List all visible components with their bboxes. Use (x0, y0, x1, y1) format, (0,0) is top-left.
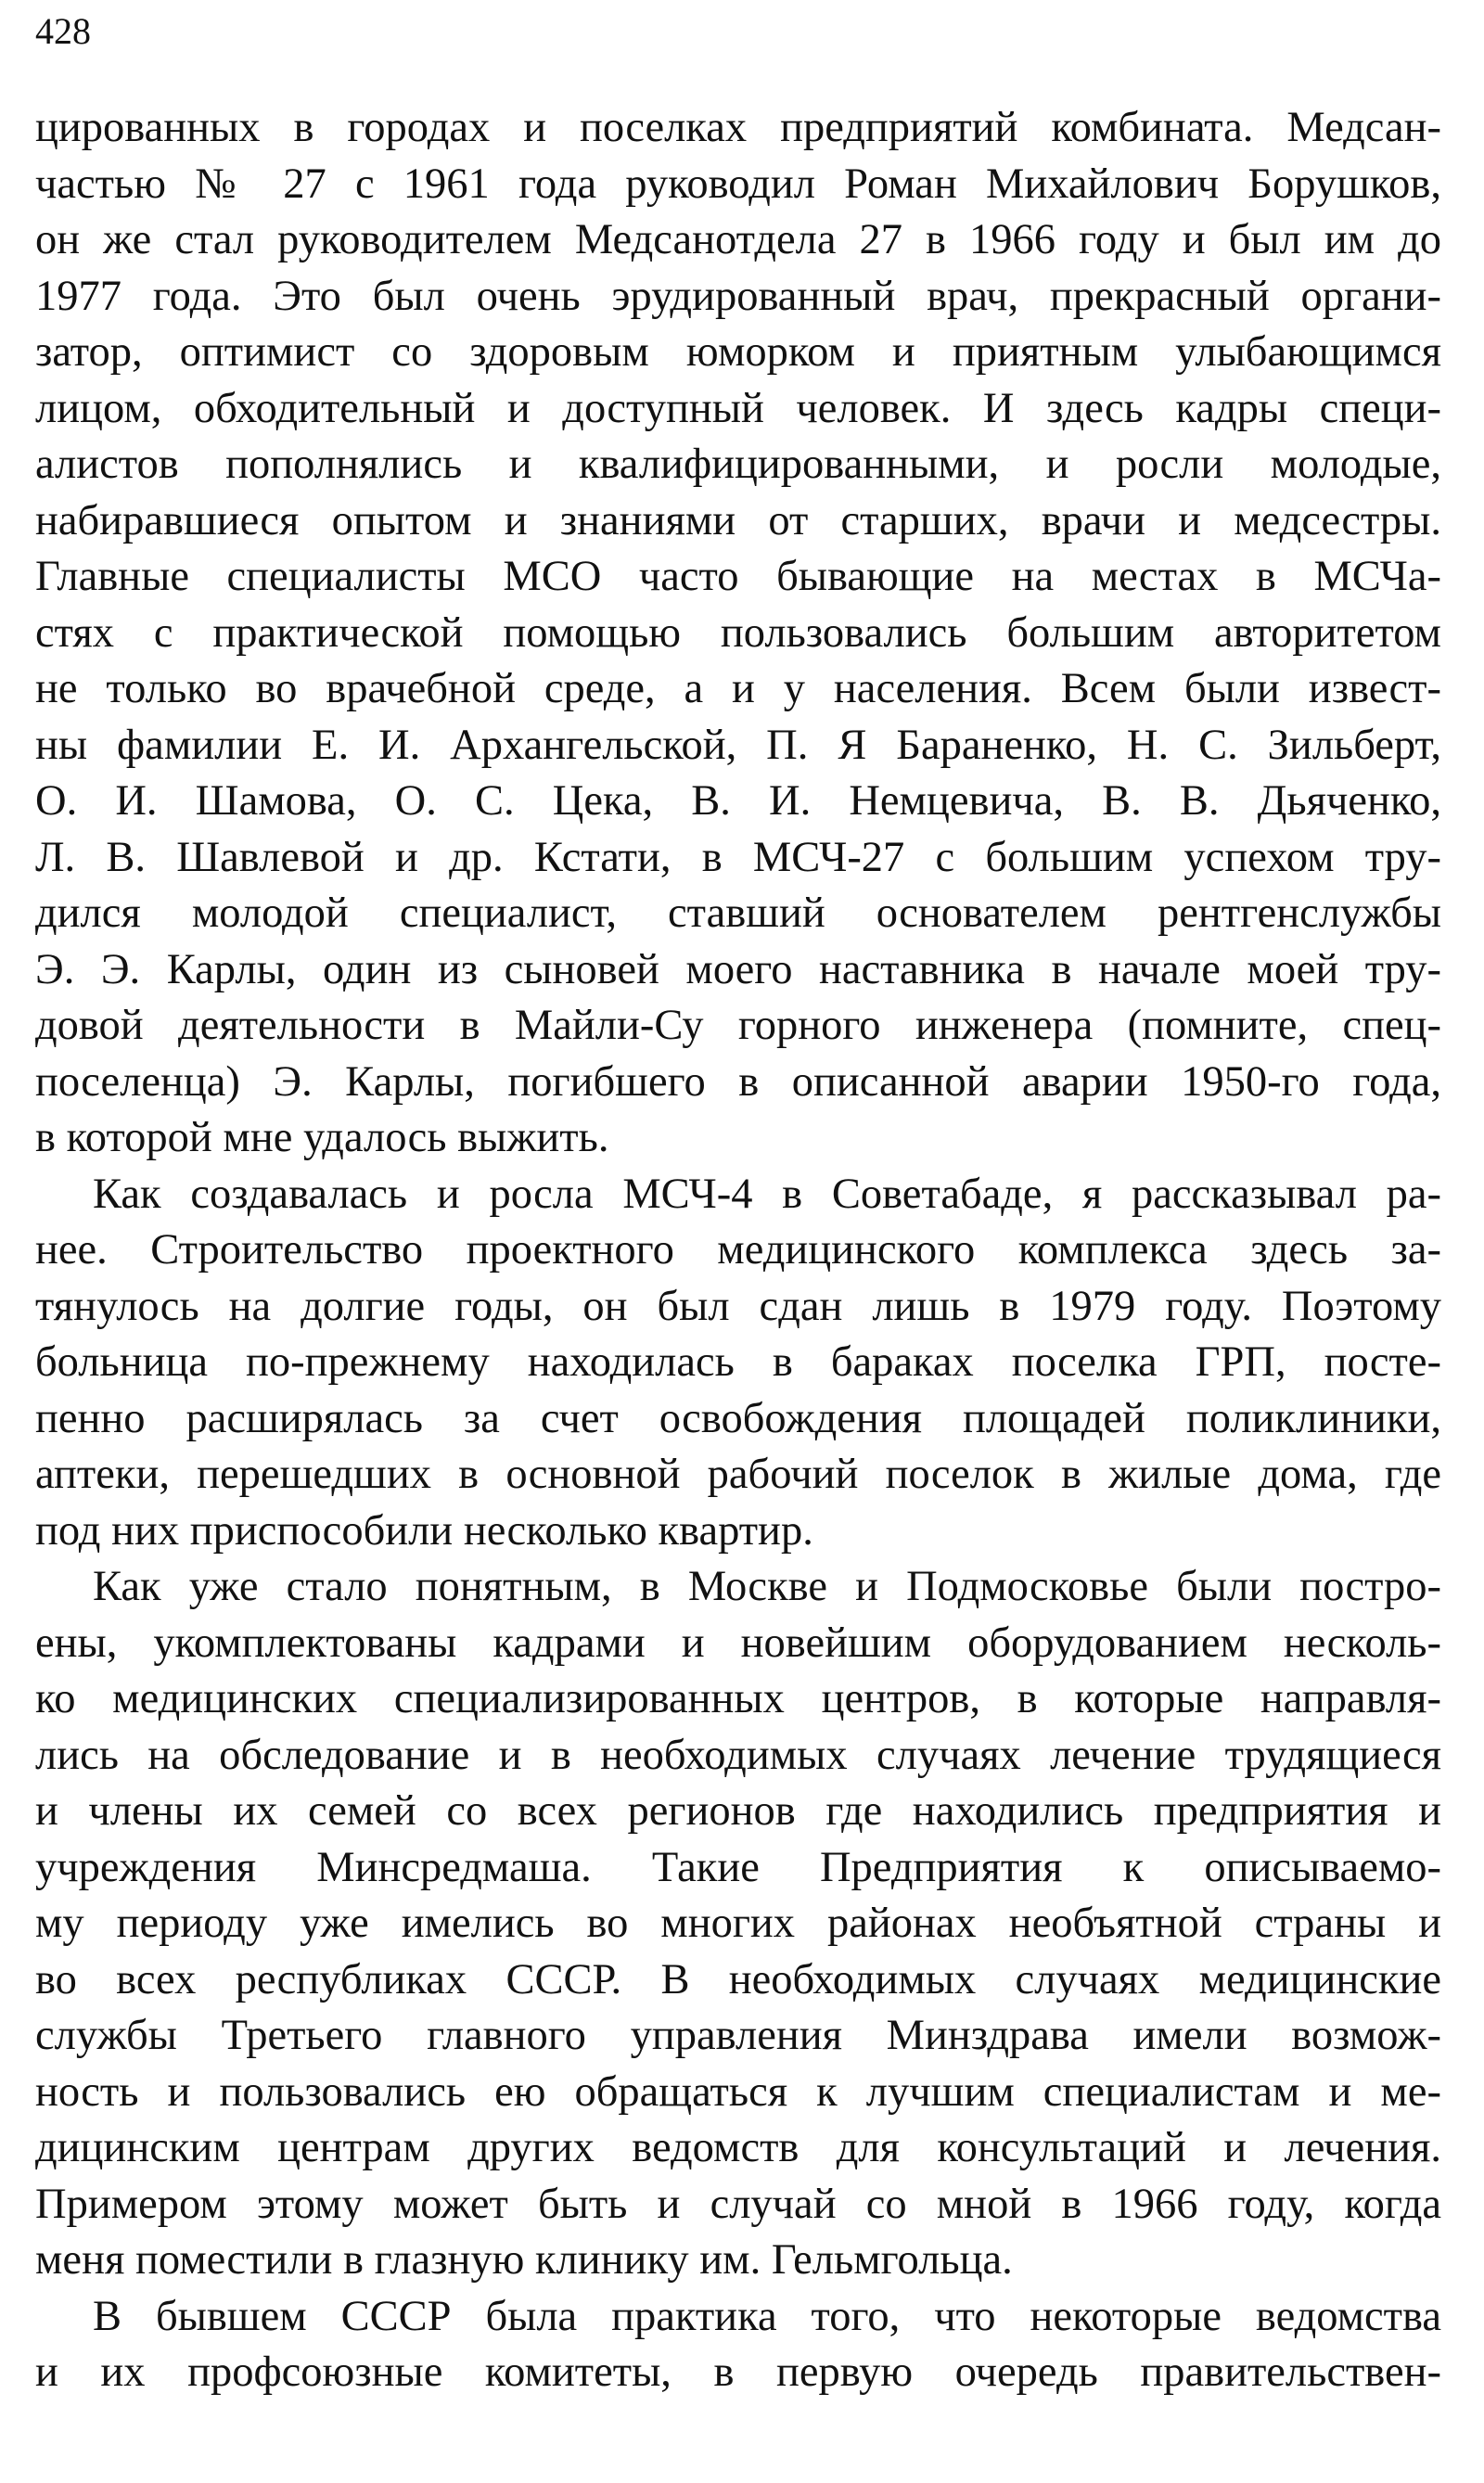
paragraph (35, 1559, 1441, 2289)
text-line: ны фамилии Е. И. Архангельской, П. Я Бараненко, Н. С. Зильберт, (35, 721, 1441, 769)
text-line: поселенца) Э. Карлы, погибшего в описанной аварии 1950-го года, (35, 1057, 1441, 1106)
text-line: ко медицинских специализированных центров, в которые направля- (35, 1675, 1441, 1722)
text-line: О. И. Шамова, О. С. Цека, В. И. Немцевича, В. В. Дьяченко, (35, 777, 1441, 825)
text-line: он же стал руководителем Медсанотдела 27 в 1966 году и был им до (35, 216, 1441, 263)
text-line: довой деятельности в Майли-Су горного инженера (помните, спец- (35, 1002, 1441, 1049)
text-line: меня поместили в глазную клинику им. Гельмгольца. (35, 2236, 1013, 2284)
text-line: цированных в городах и поселках предприятий комбината. Медсан- (35, 104, 1441, 151)
text-line: дицинским центрам других ведомств для консультаций и лечения. (35, 2124, 1441, 2171)
text-line: нее. Строительство проектного медицинского комплекса здесь за- (35, 1226, 1441, 1273)
text-line: Л. В. Шавлевой и др. Кстати, в МСЧ-27 с большим успехом тру- (35, 833, 1441, 881)
text-line: стях с практической помощью пользовались большим авторитетом (35, 608, 1441, 657)
text-line: алистов пополнялись и квалифицированными, и росли молодые, (35, 441, 1441, 488)
paragraph (35, 100, 1441, 1167)
text-line: частью № 27 с 1961 года руководил Роман Михайлович Борушков, (35, 160, 1441, 208)
text-line: аптеки, перешедших в основной рабочий поселок в жилые дома, где (35, 1451, 1441, 1498)
text-line: набиравшиеся опытом и знаниями от старших, врачи и медсестры. (35, 496, 1441, 544)
text-line: ены, укомплектованы кадрами и новейшим оборудованием несколь- (35, 1619, 1441, 1667)
text-line: Примером этому может быть и случай со мной в 1966 году, когда (35, 2180, 1441, 2228)
text-line: больница по-прежнему находилась в бараках поселка ГРП, посте- (35, 1338, 1441, 1386)
text-line: пенно расширялась за счет освобождения площадей поликлиники, (35, 1394, 1441, 1442)
body-text (35, 100, 1441, 2401)
text-line: службы Третьего главного управления Минздрава имели возмож- (35, 2012, 1441, 2059)
text-line: в которой мне удалось выжить. (35, 1114, 609, 1161)
text-line: не только во врачебной среде, а и у населения. Всем были извест- (35, 665, 1441, 712)
text-line: и члены их семей со всех регионов где находились предприятия и (35, 1787, 1441, 1835)
text-line: лись на обследование и в необходимых случаях лечение трудящиеся (35, 1731, 1441, 1779)
text-line: под них приспособили несколько квартир. (35, 1506, 813, 1555)
text-line: 1977 года. Это был очень эрудированный врач, прекрасный органи- (35, 272, 1441, 320)
text-line: В бывшем СССР была практика того, что некоторые ведомства (93, 2292, 1441, 2340)
text-line: му периоду уже имелись во многих районах необъятной страны и (35, 1900, 1441, 1947)
text-line: учреждения Минсредмаша. Такие Предприятия к описываемо- (35, 1843, 1441, 1891)
text-line: лицом, обходительный и доступный человек. И здесь кадры специ- (35, 384, 1441, 432)
paragraph (35, 2289, 1441, 2401)
text-line: тянулось на долгие годы, он был сдан лишь в 1979 году. Поэтому (35, 1282, 1441, 1330)
paragraph (35, 1167, 1441, 1560)
text-line: затор, оптимист со здоровым юморком и приятным улыбающимся (35, 328, 1441, 376)
page-number: 428 (35, 10, 91, 52)
text-line: Э. Э. Карлы, один из сыновей моего наставника в начале моей тру- (35, 945, 1441, 993)
text-line: и их профсоюзные комитеты, в первую очередь правительствен- (35, 2349, 1441, 2396)
text-line: Главные специалисты МСО часто бывающие на местах в МСЧа- (35, 553, 1441, 600)
text-line: Как создавалась и росла МСЧ-4 в Советабаде, я рассказывал ра- (93, 1170, 1441, 1218)
text-line: во всех республиках СССР. В необходимых случаях медицинские (35, 1955, 1441, 2003)
text-line: дился молодой специалист, ставший основателем рентгенслужбы (35, 890, 1441, 937)
text-line: Как уже стало понятным, в Москве и Подмосковье были постро- (93, 1563, 1441, 1610)
text-line: ность и пользовались ею обращаться к лучшим специалистам и ме- (35, 2067, 1441, 2116)
